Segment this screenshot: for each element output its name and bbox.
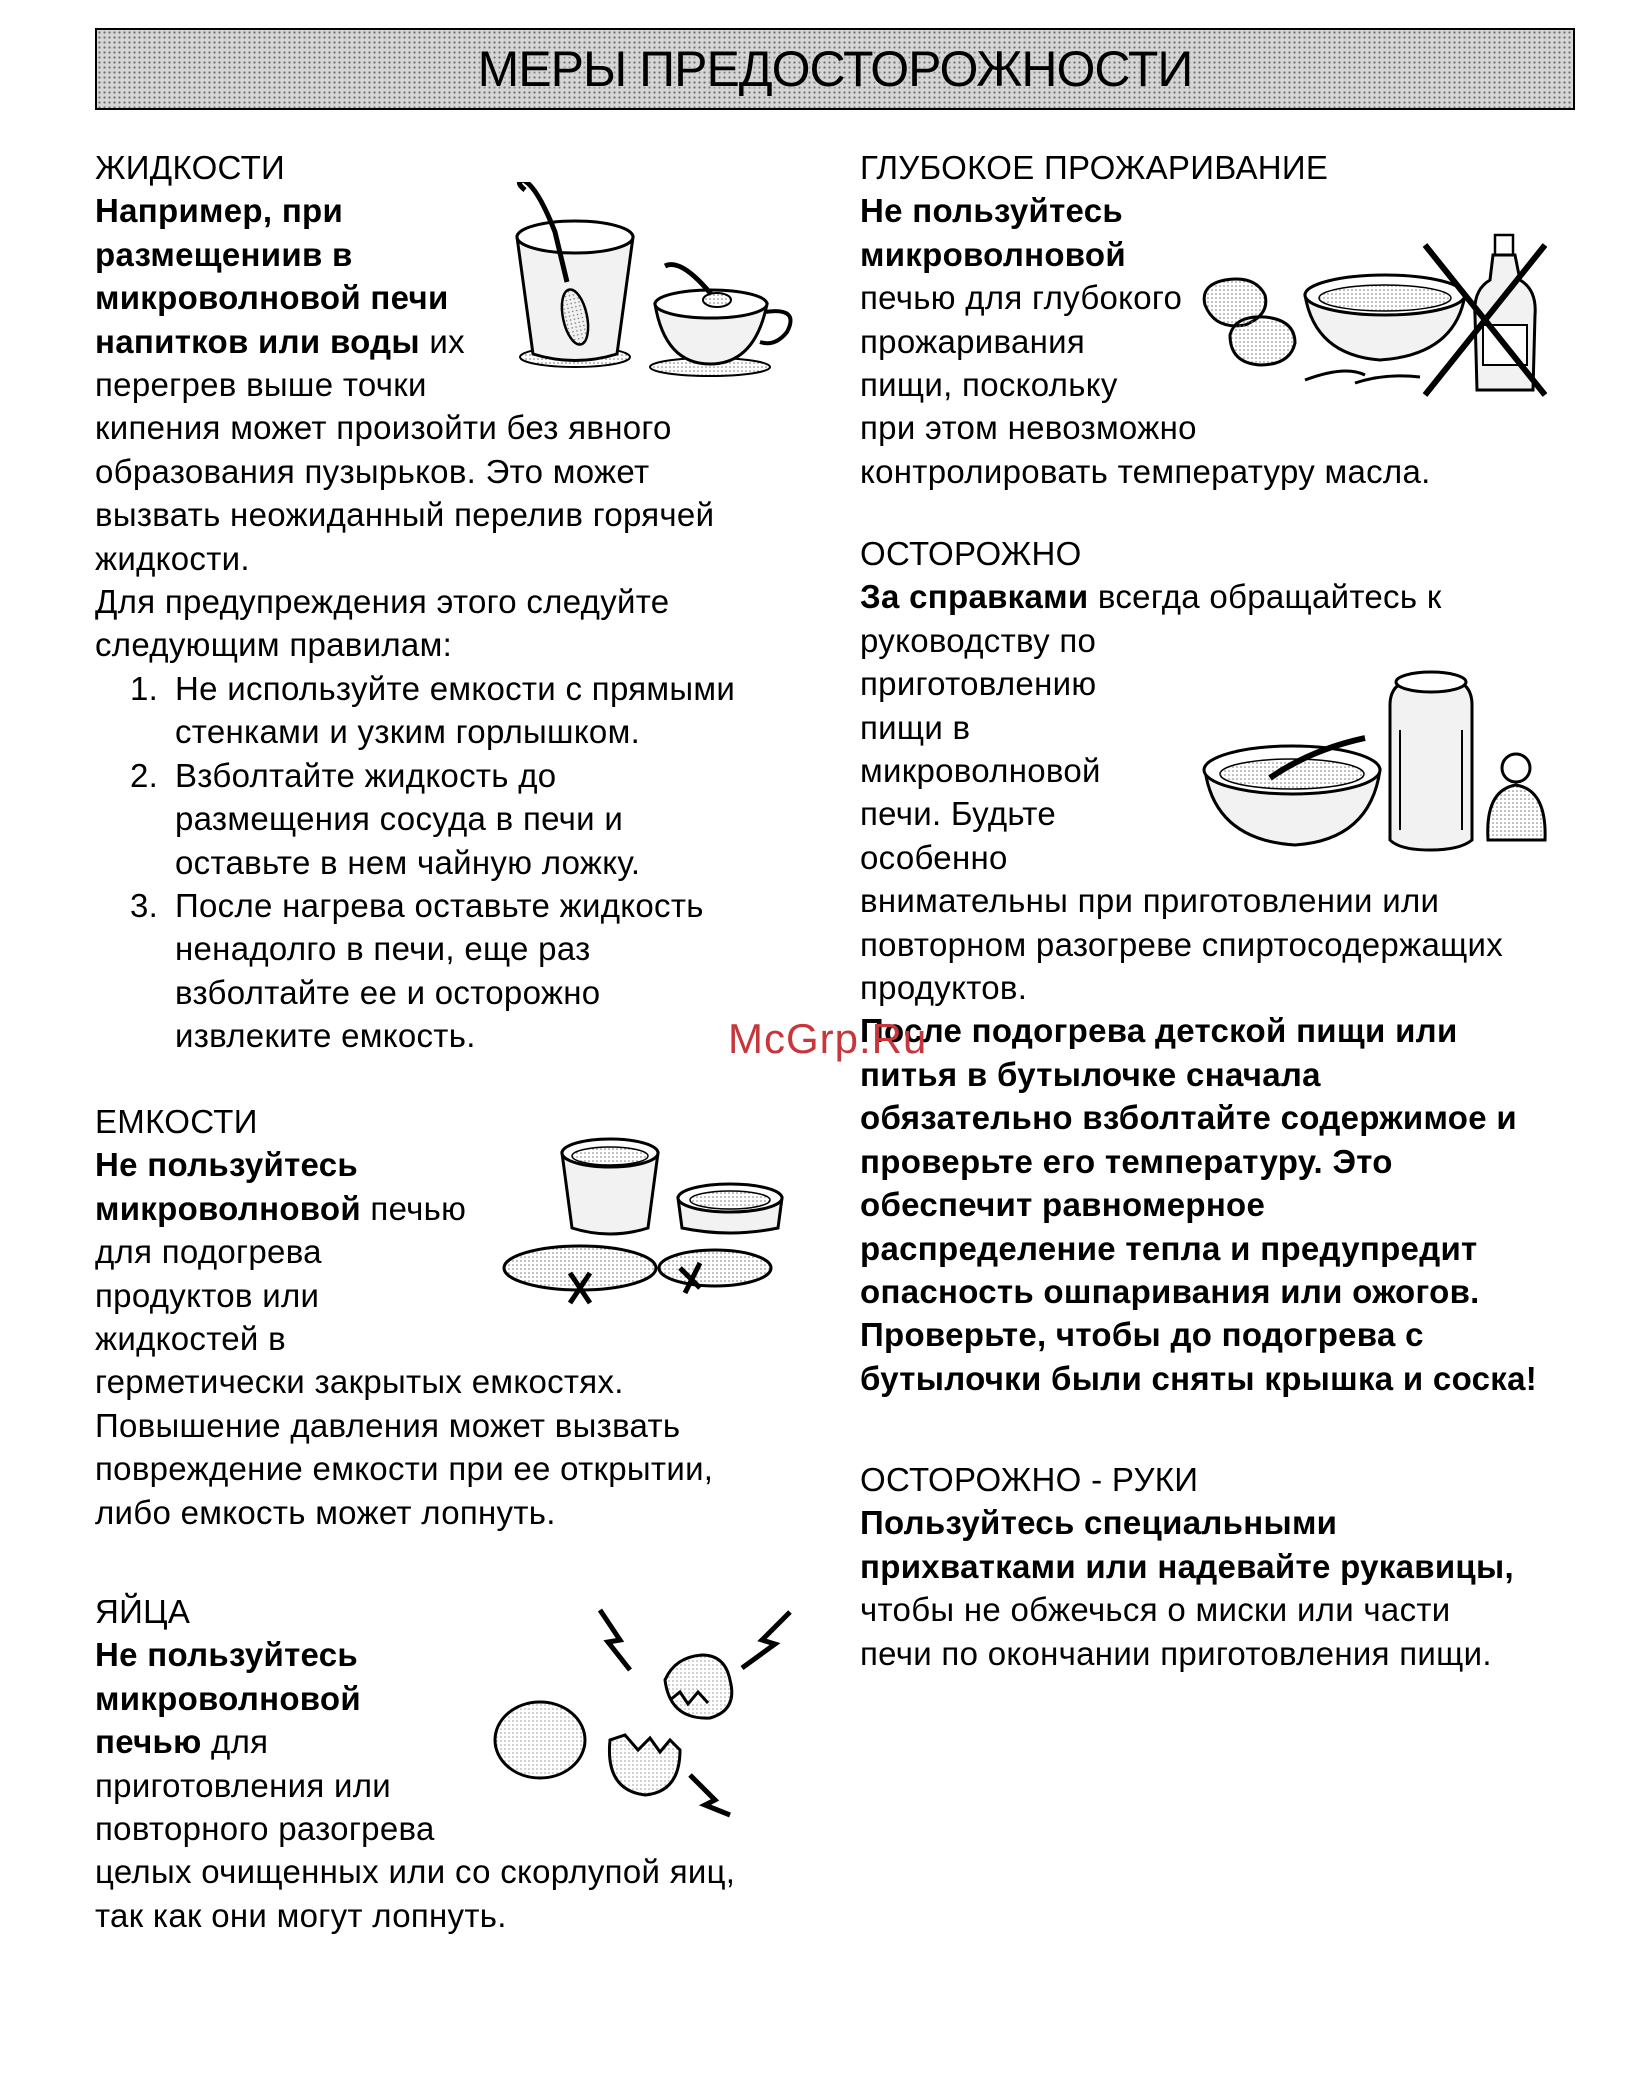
text-line: Например, при [95,192,344,230]
heading-containers: ЕМКОСТИ [95,1103,258,1140]
bold-text: За справками [860,578,1089,616]
text-tail: для [201,1723,269,1761]
text-line: прихватками или надевайте рукавицы, [860,1547,1514,1585]
bold-text: микроволновой [95,1189,361,1227]
text-line: пищи в [860,708,971,746]
section-hands [860,1458,1590,1675]
text-line: Повышение давления может вызвать [95,1406,681,1444]
text-line: опасность ошпаривания или ожогов. [860,1272,1480,1310]
text-line: так как они могут лопнуть. [95,1896,507,1934]
text-line: повторном разогреве спиртосодержащих [860,925,1504,963]
bold-text: печью [95,1723,202,1761]
text-line: прожаривания [860,322,1086,360]
text-line: герметически закрытых емкостях. [95,1363,624,1401]
text-line: Проверьте, чтобы до подогрева с [860,1316,1424,1354]
heading-caution: ОСТОРОЖНО [860,535,1082,572]
rule-number: 1. [130,669,159,707]
text-tail: всегда обращайтесь к [1088,578,1442,616]
rules-list [95,667,795,1058]
text-line: печью для глубокого [860,279,1183,317]
text-line: Не пользуйтесь [860,192,1124,230]
text-line: оставьте в нем чайную ложку. [175,843,641,881]
text-line: взболтайте ее и осторожно [175,973,601,1011]
heading-deep-fry: ГЛУБОКОЕ ПРОЖАРИВАНИЕ [860,149,1329,186]
text-line: для подогрева [95,1233,322,1271]
rule-item [95,667,795,754]
section-caution [860,532,1590,1400]
text-line: микроволновой [860,752,1101,790]
text-line: образования пузырьков. Это может [95,452,650,490]
text-line: приготовлению [860,665,1097,703]
bold-text: напитков или воды [95,322,420,360]
glass-and-cup-illustration [505,182,805,382]
exploding-eggs-illustration [480,1600,810,1820]
text-line: Не пользуйтесь [95,1146,359,1184]
text-tail: их [419,322,465,360]
text-line: вызвать неожиданный перелив горячей [95,496,715,534]
text-line: микроволновой [95,1679,361,1717]
text-line: стенками и узким горлышком. [175,713,641,751]
watermark: McGrp.Ru [728,1015,928,1062]
text-tail: печью [360,1189,467,1227]
text-line: размещения сосуда в печи и [175,800,624,838]
text-line: перегрев выше точки [95,366,427,404]
text-line: размещениив в [95,235,353,273]
bowl-and-bottle-illustration [1200,670,1560,860]
text-line: жидкости. [95,539,250,577]
text-line: Пользуйтесь специальными [860,1504,1338,1542]
rule-number: 2. [130,756,159,794]
rule-item [95,884,795,1058]
text-line: Не используйте емкости с прямыми [175,669,736,707]
heading-eggs: ЯЙЦА [95,1593,191,1630]
text-line: Для предупреждения этого следуйте [95,583,670,621]
text-line: пищи, поскольку [860,366,1118,404]
text-line: ненадолго в печи, еще раз [175,930,591,968]
text-line: либо емкость может лопнуть. [95,1493,556,1531]
text-line: кипения может произойти без явного [95,409,672,447]
text-line: особенно [860,838,1008,876]
heading-hands: ОСТОРОЖНО - РУКИ [860,1461,1199,1498]
text-line: питья в бутылочке сначала [860,1055,1321,1093]
title-banner [95,28,1575,110]
text-line: при этом невозможно [860,409,1197,447]
page-title: МЕРЫ ПРЕДОСТОРОЖНОСТИ [477,41,1193,97]
text-line [860,575,1590,618]
text-line: целых очищенных или со скорлупой яиц, [95,1853,736,1891]
text-line: проверьте его температуру. Это [860,1142,1393,1180]
deep-fry-illustration [1195,225,1555,405]
rule-number: 3. [130,886,159,924]
text-line: Взболтайте жидкость до [175,756,557,794]
text-line: После подогрева детской пищи или [860,1012,1458,1050]
text-line: продуктов или [95,1276,320,1314]
text-line: бутылочки были сняты крышка и соска! [860,1359,1538,1397]
text-line: приготовления или [95,1766,391,1804]
text-line: контролировать температуру масла. [860,452,1431,490]
text-line: микроволновой [860,235,1126,273]
text-line: продуктов. [860,969,1028,1007]
text-line: печи. Будьте [860,795,1056,833]
text-line: Не пользуйтесь [95,1636,359,1674]
text-line: микроволновой печи [95,279,449,317]
rule-item [95,754,795,884]
sealed-containers-illustration [500,1128,800,1318]
text-line: печи по окончании приготовления пищи. [860,1634,1492,1672]
text-line: внимательны при приготовлении или [860,882,1440,920]
text-line: распределение тепла и предупредит [860,1229,1478,1267]
text-line: повторного разогрева [95,1810,435,1848]
text-line: обязательно взболтайте содержимое и [860,1099,1517,1137]
text-line: чтобы не обжечься о миски или части [860,1591,1451,1629]
text-line: жидкостей в [95,1320,286,1358]
text-line: повреждение емкости при ее открытии, [95,1450,714,1488]
heading-liquids: ЖИДКОСТИ [95,149,286,186]
text-line: извлеките емкость. [175,1017,476,1055]
text-line: обеспечит равномерное [860,1186,1266,1224]
text-line: После нагрева оставьте жидкость [175,886,704,924]
text-line: следующим правилам: [95,626,453,664]
text-line: руководству по [860,621,1097,659]
